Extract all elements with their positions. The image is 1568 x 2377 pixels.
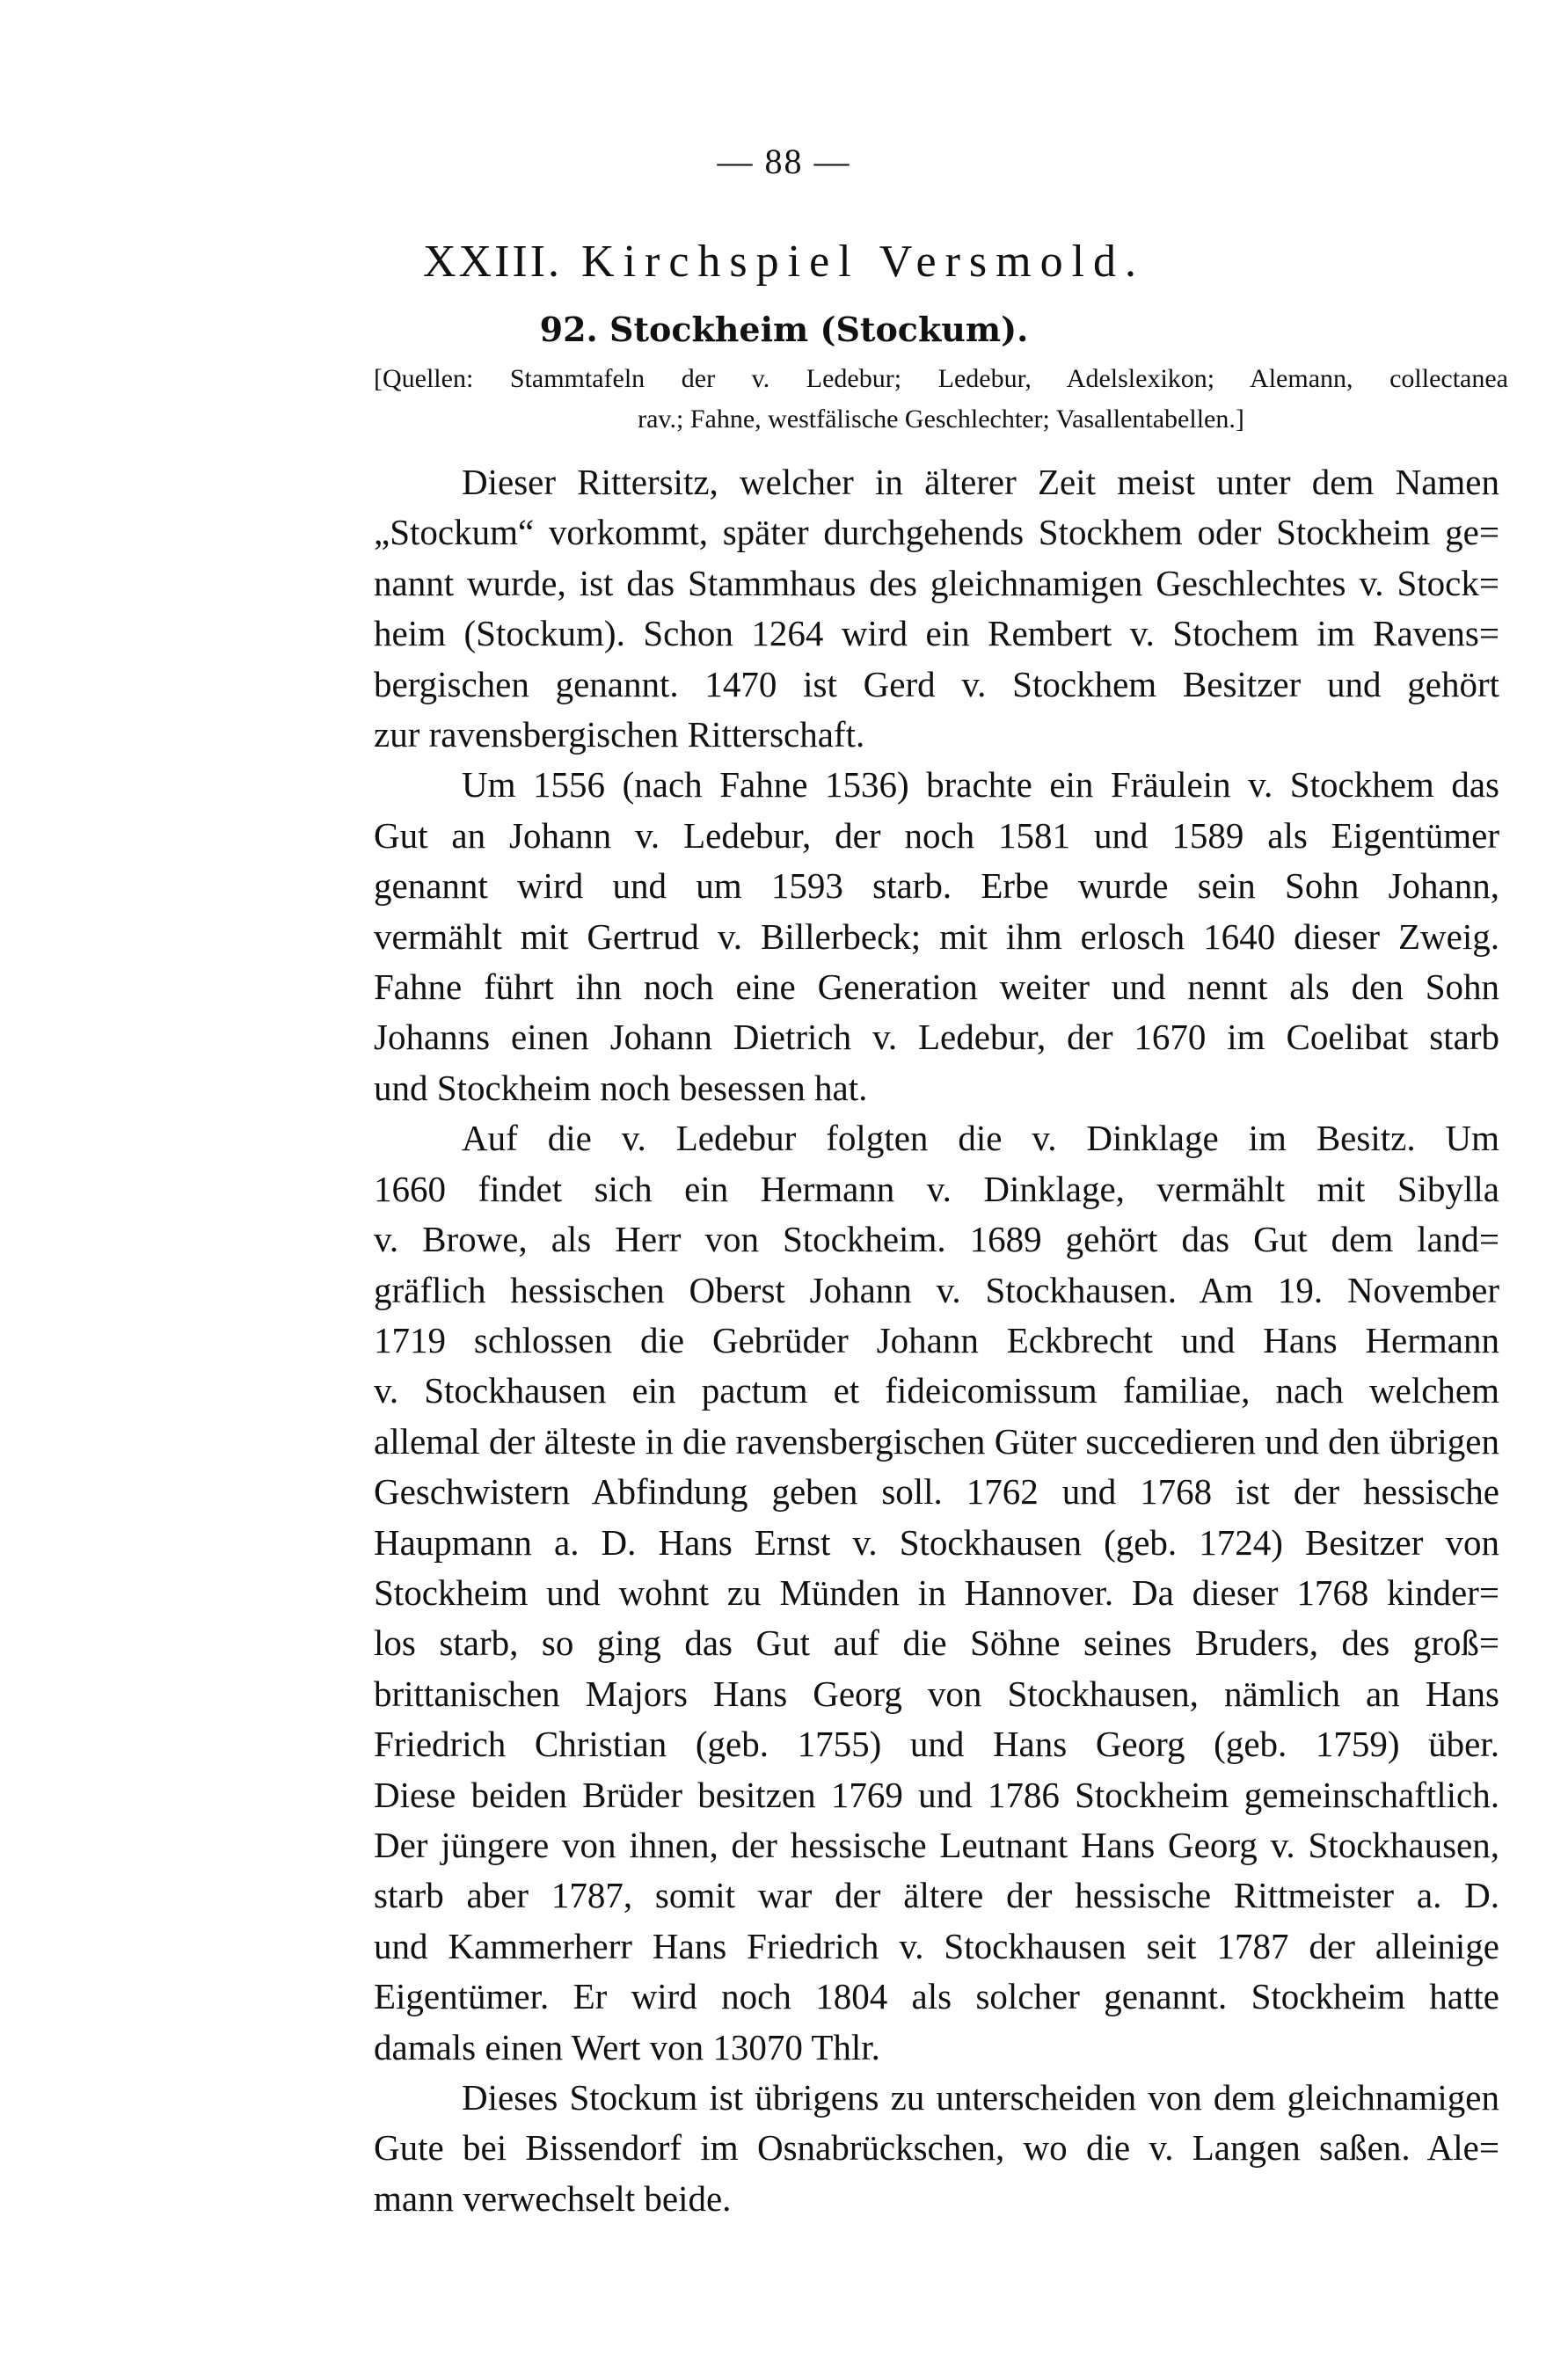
body-line: bergischen genannt. 1470 ist Gerd v. Stockhem Besitzer und gehört <box>374 663 1499 704</box>
body-line: Eigentümer. Er wird noch 1804 als solcher genannt. Stockheim hatte <box>374 1976 1499 2017</box>
body-line: vermählt mit Gertrud v. Billerbeck; mit ihm erlosch 1640 dieser Zweig. <box>374 915 1499 957</box>
body-line: 1660 findet sich ein Hermann v. Dinklage, vermählt mit Sibylla <box>374 1168 1499 1209</box>
body-line: Geschwistern Abfindung geben soll. 1762 und 1768 ist der hessische <box>374 1471 1499 1513</box>
body-line: Dieser Rittersitz, welcher in älterer Zeit meist unter dem Namen <box>462 462 1499 502</box>
body-line: Friedrich Christian (geb. 1755) und Hans Georg (geb. 1759) über. <box>374 1724 1499 1765</box>
body-line: v. Stockhausen ein pactum et fideicomissum familiae, nach welchem <box>374 1370 1499 1411</box>
chapter-name: Kirchspiel Versmold. <box>581 237 1146 287</box>
sources-note <box>374 359 1508 440</box>
body-text <box>374 457 1499 2224</box>
body-line: Haupmann a. D. Hans Ernst v. Stockhausen (geb. 1724) Besitzer von <box>374 1521 1499 1563</box>
body-line: und Kammerherr Hans Friedrich v. Stockhausen seit 1787 der alleinige <box>374 1925 1499 1966</box>
body-line: los starb, so ging das Gut auf die Söhne seines Bruders, des groß= <box>374 1622 1499 1664</box>
section-title: 92. Stockheim (Stockum). <box>539 310 1029 349</box>
body-line: Gute bei Bissendorf im Osnabrückschen, wo die v. Langen saßen. Ale= <box>374 2127 1499 2169</box>
body-line: „Stockum“ vorkommt, später durchgehends Stockhem oder Stockheim ge= <box>374 512 1499 553</box>
chapter-title <box>0 236 1568 288</box>
body-line: Dieses Stockum ist übrigens zu unterscheiden von dem gleichnamigen <box>462 2077 1499 2118</box>
body-line: heim (Stockum). Schon 1264 wird ein Rembert v. Stochem im Ravens= <box>374 613 1499 654</box>
body-line: und Stockheim noch besessen hat. <box>374 1067 868 1108</box>
body-line: Fahne führt ihn noch eine Generation weiter und nennt als den Sohn <box>374 966 1499 1008</box>
body-line: Um 1556 (nach Fahne 1536) brachte ein Fräulein v. Stockhem das <box>462 764 1499 806</box>
body-line: damals einen Wert von 13070 Thlr. <box>374 2026 880 2067</box>
body-line: 1719 schlossen die Gebrüder Johann Eckbrecht und Hans Hermann <box>374 1319 1499 1360</box>
body-line: zur ravensbergischen Ritterschaft. <box>374 714 865 755</box>
body-line: v. Browe, als Herr von Stockheim. 1689 gehört das Gut dem land= <box>374 1219 1499 1260</box>
body-line: Diese beiden Brüder besitzen 1769 und 1786 Stockheim gemeinschaftlich. <box>374 1774 1499 1815</box>
body-line: genannt wird und um 1593 starb. Erbe wurde sein Sohn Johann, <box>374 865 1499 907</box>
body-line: starb aber 1787, somit war der ältere der hessische Rittmeister a. D. <box>374 1875 1499 1916</box>
body-line: Der jüngere von ihnen, der hessische Leutnant Hans Georg v. Stockhausen, <box>374 1824 1499 1865</box>
body-line: Auf die v. Ledebur folgten die v. Dinklage im Besitz. Um <box>462 1118 1499 1159</box>
body-line: allemal der älteste in die ravensbergischen Güter succedieren und den übrigen <box>374 1420 1499 1462</box>
body-line: gräflich hessischen Oberst Johann v. Stockhausen. Am 19. November <box>374 1269 1499 1310</box>
page-number: — 88 — <box>717 142 851 181</box>
body-line: Johanns einen Johann Dietrich v. Ledebur, der 1670 im Coelibat starb <box>374 1017 1499 1058</box>
body-line: Gut an Johann v. Ledebur, der noch 1581 und 1589 als Eigentümer <box>374 814 1499 856</box>
body-line: mann verwechselt beide. <box>374 2177 732 2219</box>
body-line: nannt wurde, ist das Stammhaus des gleichnamigen Geschlechtes v. Stock= <box>374 562 1499 603</box>
sources-line-2: rav.; Fahne, westfälische Geschlechter; Vasallentabellen.] <box>638 405 1244 434</box>
body-line: brittanischen Majors Hans Georg von Stockhausen, nämlich an Hans <box>374 1673 1499 1714</box>
chapter-number: XXIII. <box>422 237 563 287</box>
sources-line-1: [Quellen: Stammtafeln der v. Ledebur; Ledebur, Adelslexikon; Alemann, collectanea <box>374 364 1508 393</box>
body-line: Stockheim und wohnt zu Münden in Hannover. Da dieser 1768 kinder= <box>374 1571 1499 1613</box>
